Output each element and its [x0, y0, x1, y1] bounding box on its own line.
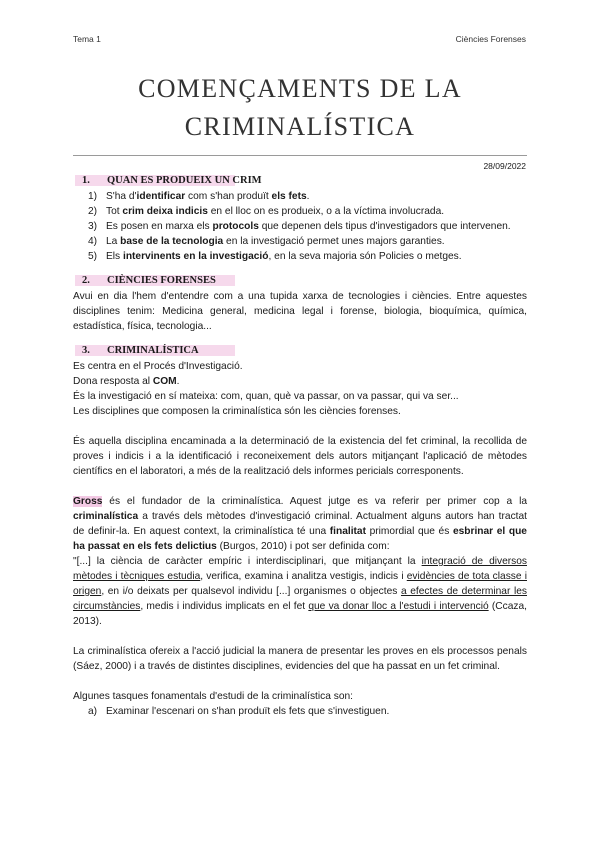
header-subject: Ciències Forenses [455, 34, 526, 44]
paragraph: Algunes tasques fonamentals d'estudi de la criminalística son: [73, 691, 353, 702]
text-line: Dona resposta al COM. [73, 376, 180, 387]
section-number: 3. [82, 345, 90, 356]
paragraph: És aquella disciplina encaminada a la determinació de la existencia del fet criminal, la recollida de proves i indicis i a la identificació i reconeixement dels autors mitjançant l'aplicació de mètodes científics en el laboratori, a més de la realització dels informes pericials corresponents. [73, 436, 527, 477]
list-item: 4) La base de la tecnologia en la investigació permet unes majors garanties. [88, 236, 445, 247]
highlighted-term: Gross [73, 496, 103, 507]
text-line: Les disciplines que composen la criminalística són les ciències forenses. [73, 406, 401, 417]
text-line: Es centra en el Procés d'Investigació. [73, 361, 243, 372]
title-line-2: CRIMINALÍSTICA [184, 112, 416, 141]
list-item: 3) Es posen en marxa els protocols que depenen dels tipus d'investigadors que intervenen. [88, 221, 511, 232]
title-line-1: COMENÇAMENTS DE LA [138, 74, 462, 103]
document-title [0, 70, 600, 146]
section-number: 2. [82, 275, 90, 286]
section-title: QUAN ES PRODUEIX UN CRIM [107, 175, 262, 186]
section-heading-3 [73, 342, 527, 358]
section-number: 1. [82, 175, 90, 186]
paragraph: Avui en dia l'hem d'entendre com a una tupida xarxa de tecnologies i ciències. Entre aquestes disciplines tenim: Medicina general, medicina legal i forense, biologia, bioquímica, química, estadística, física, tecnologia... [73, 291, 527, 332]
quote-paragraph: "[...] la ciència de caràcter empíric i interdisciplinari, que mitjançant la integració de diversos mètodes i tècniques estudia, verifica, examina i analitza vestigis, indicis i evidències de tota classe i origen, en i/o deixats per qualsevol individu [...] organismes o objectes a efectes de determinar les circumstàncies, medis i individus implicats en el fet que va donar lloc a l'estudi i intervenció (Ccaza, 2013). [73, 556, 527, 627]
list-item: 5) Els intervinents en la investigació, en la seva majoria són Policies o metges. [88, 251, 462, 262]
list-item: 1) S'ha d'identificar com s'han produït els fets. [88, 191, 310, 202]
paragraph: Gross és el fundador de la criminalística. Aquest jutge es va referir per primer cop a la criminalística a través dels mètodes d'investigació criminal. Actualment alguns autors han tractat de definir-la. En aquest context, la criminalística té una finalitat primordial que és esbrinar el que ha passat en els fets delictius (Burgos, 2010) i pot ser definida com: [73, 496, 527, 552]
document-body [73, 172, 527, 719]
section-heading-2 [73, 272, 527, 288]
title-divider [73, 155, 527, 156]
section-heading-1 [73, 172, 527, 188]
section-title: CRIMINALÍSTICA [107, 345, 199, 356]
paragraph: La criminalística ofereix a l'acció judicial la manera de presentar les proves en els processos penals (Sáez, 2000) i a través de distintes disciplines, evidencies del que ha passat en un fet criminal. [73, 646, 527, 672]
header-topic: Tema 1 [73, 34, 101, 44]
list-item: 2) Tot crim deixa indicis en el lloc on es produeix, o a la víctima involucrada. [88, 206, 445, 217]
numbered-list [73, 189, 527, 264]
section-title: CIÈNCIES FORENSES [107, 275, 216, 286]
list-item: a) Examinar l'escenari on s'han produït els fets que s'investiguen. [88, 706, 390, 717]
text-line: És la investigació en sí mateixa: com, quan, què va passar, on va passar, qui va ser... [73, 391, 459, 402]
document-date: 28/09/2022 [483, 161, 526, 171]
